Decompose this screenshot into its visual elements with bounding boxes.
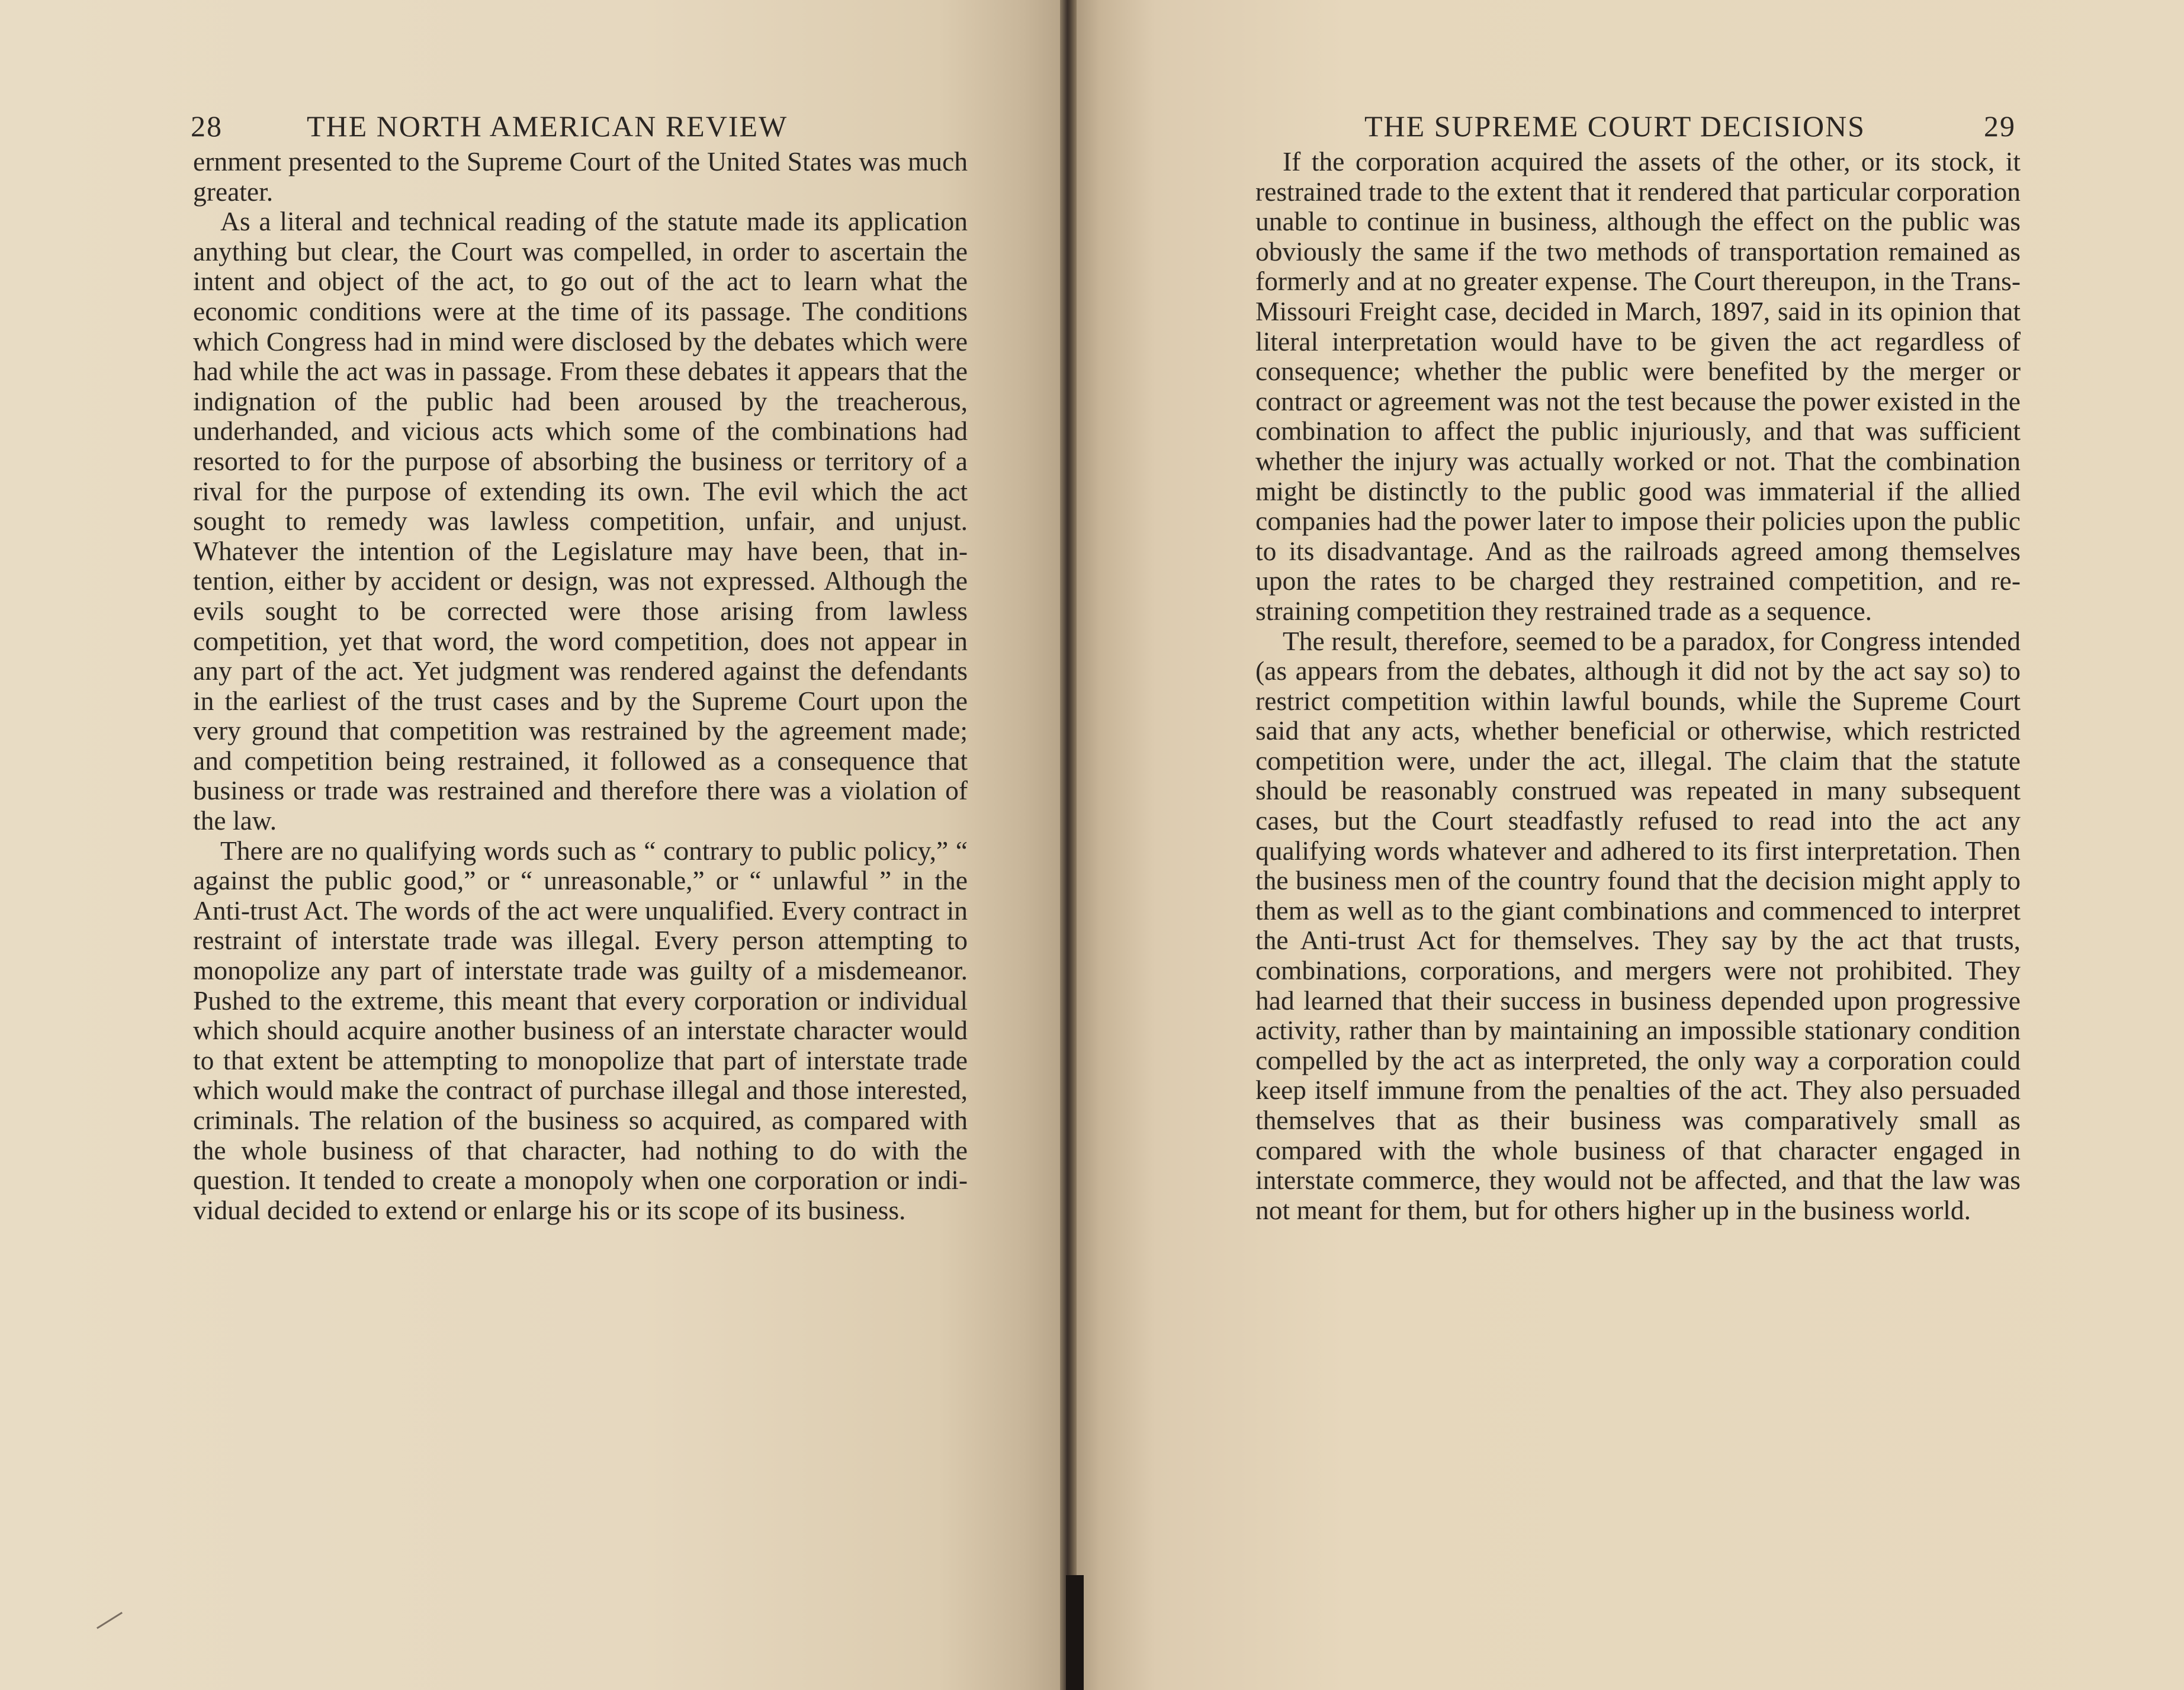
right-page-header — [1364, 105, 2075, 147]
page-number: 28 — [191, 110, 223, 143]
paragraph: If the corporation acquired the assets of the other, or its stock, it restrained trade to the extent that it rendered that particular corporation unable to continue in business, although the effect on the public was obviously the same if the two methods of transportation remained as formerly and at no greater expense. The Court thereupon, in the Trans-Missouri Freight case, decided in March, 1897, said in its opinion that literal interpretation would have to be given the act regardless of consequence; whether the public were benefited by the merger or contract or agreement was not the test because the power existed in the combination to affect the public injuriously, and that was sufficient whether the injury was actually worked or not. That the combination might be distinctly to the public good was immaterial if the allied companies had the power later to impose their policies upon the public to its disadvantage. And as the railroads agreed among themselves upon the rates to be charged they restrained competition, and restraining competition they restrained trade as a sequence. — [1255, 146, 2021, 626]
book-gutter — [1060, 0, 1077, 1690]
paragraph: There are no qualifying words such as “ contrary to public policy,” “ against the public good,” or “ unreasonable,” or “ unlawful ” in the Anti-trust Act. The words of the act were unqualified. Every contract in restraint of interstate trade was illegal. Every person attempting to monopolize any part of interstate trade was guilty of a misdemeanor. Pushed to the extreme, this meant that every corporation or individual which should acquire another business of an interstate character would to that extent be attempting to monopolize that part of interstate trade which would make the contract of purchase illegal and those interested, criminals. The relation of the business so acquired, as compared with the whole business of that character, had nothing to do with the question. It tended to create a monopoly when one corporation or individual decided to extend or enlarge his or its scope of its business. — [193, 835, 968, 1225]
paragraph: As a literal and technical reading of the statute made its application anything but clear, the Court was compelled, in order to ascertain the intent and object of the act, to go out of the act to learn what the economic conditions were at the time of its passage. The conditions which Congress had in mind were disclosed by the debates which were had while the act was in passage. From these debates it appears that the indignation of the public had been aroused by the treacherous, underhanded, and vicious acts which some of the combinations had resorted to for the purpose of absorbing the business or territory of a rival for the purpose of extending its own. The evil which the act sought to remedy was lawless competition, unfair, and unjust. Whatever the intention of the Legislature may have been, that intention, either by accident or design, was not expressed. Although the evils sought to be corrected were those arising from lawless competition, yet that word, the word competition, does not appear in any part of the act. Yet judgment was rendered against the defendants in the earliest of the trust cases and by the Supreme Court upon the very ground that competition was restrained by the agreement made; and competition being restrained, it followed as a consequence that business or trade was restrained and therefore there was a violation of the law. — [193, 206, 968, 836]
running-head: THE NORTH AMERICAN REVIEW — [307, 110, 788, 143]
left-page-body — [193, 147, 968, 1225]
binding-shadow — [1066, 1575, 1084, 1690]
left-page — [0, 0, 1066, 1690]
page-number: 29 — [1984, 110, 2016, 143]
right-page-body — [1255, 147, 2021, 1225]
left-page-header — [191, 105, 955, 147]
right-page — [1066, 0, 2184, 1690]
running-head: THE SUPREME COURT DECISIONS — [1364, 110, 1865, 143]
paragraph: The result, therefore, seemed to be a paradox, for Congress intended (as appears from the debates, although it did not by the act say so) to restrict competition within lawful bounds, while the Supreme Court said that any acts, whether beneficial or otherwise, which restricted competition were, under the act, illegal. The claim that the statute should be reasonably construed was repeated in many subsequent cases, but the Court steadfastly refused to read into the act any qualifying words whatever and adhered to its first interpretation. Then the business men of the country found that the decision might apply to them as well as to the giant combinations and commenced to interpret the Anti-trust Act for themselves. They say by the act that trusts, combinations, corporations, and mergers were not prohibited. They had learned that their success in business depended upon progressive activity, rather than by maintaining an impossible stationary condition compelled by the act as interpreted, the only way a corporation could keep itself immune from the penalties of the act. They also persuaded themselves that as their business was comparatively small as compared with the whole business of that character engaged in interstate commerce, they would not be affected, and that the law was not meant for them, but for others higher up in the business world. — [1255, 625, 2021, 1225]
pencil-mark — [97, 1612, 123, 1629]
paragraph: ernment presented to the Supreme Court of the United States was much greater. — [193, 146, 968, 207]
